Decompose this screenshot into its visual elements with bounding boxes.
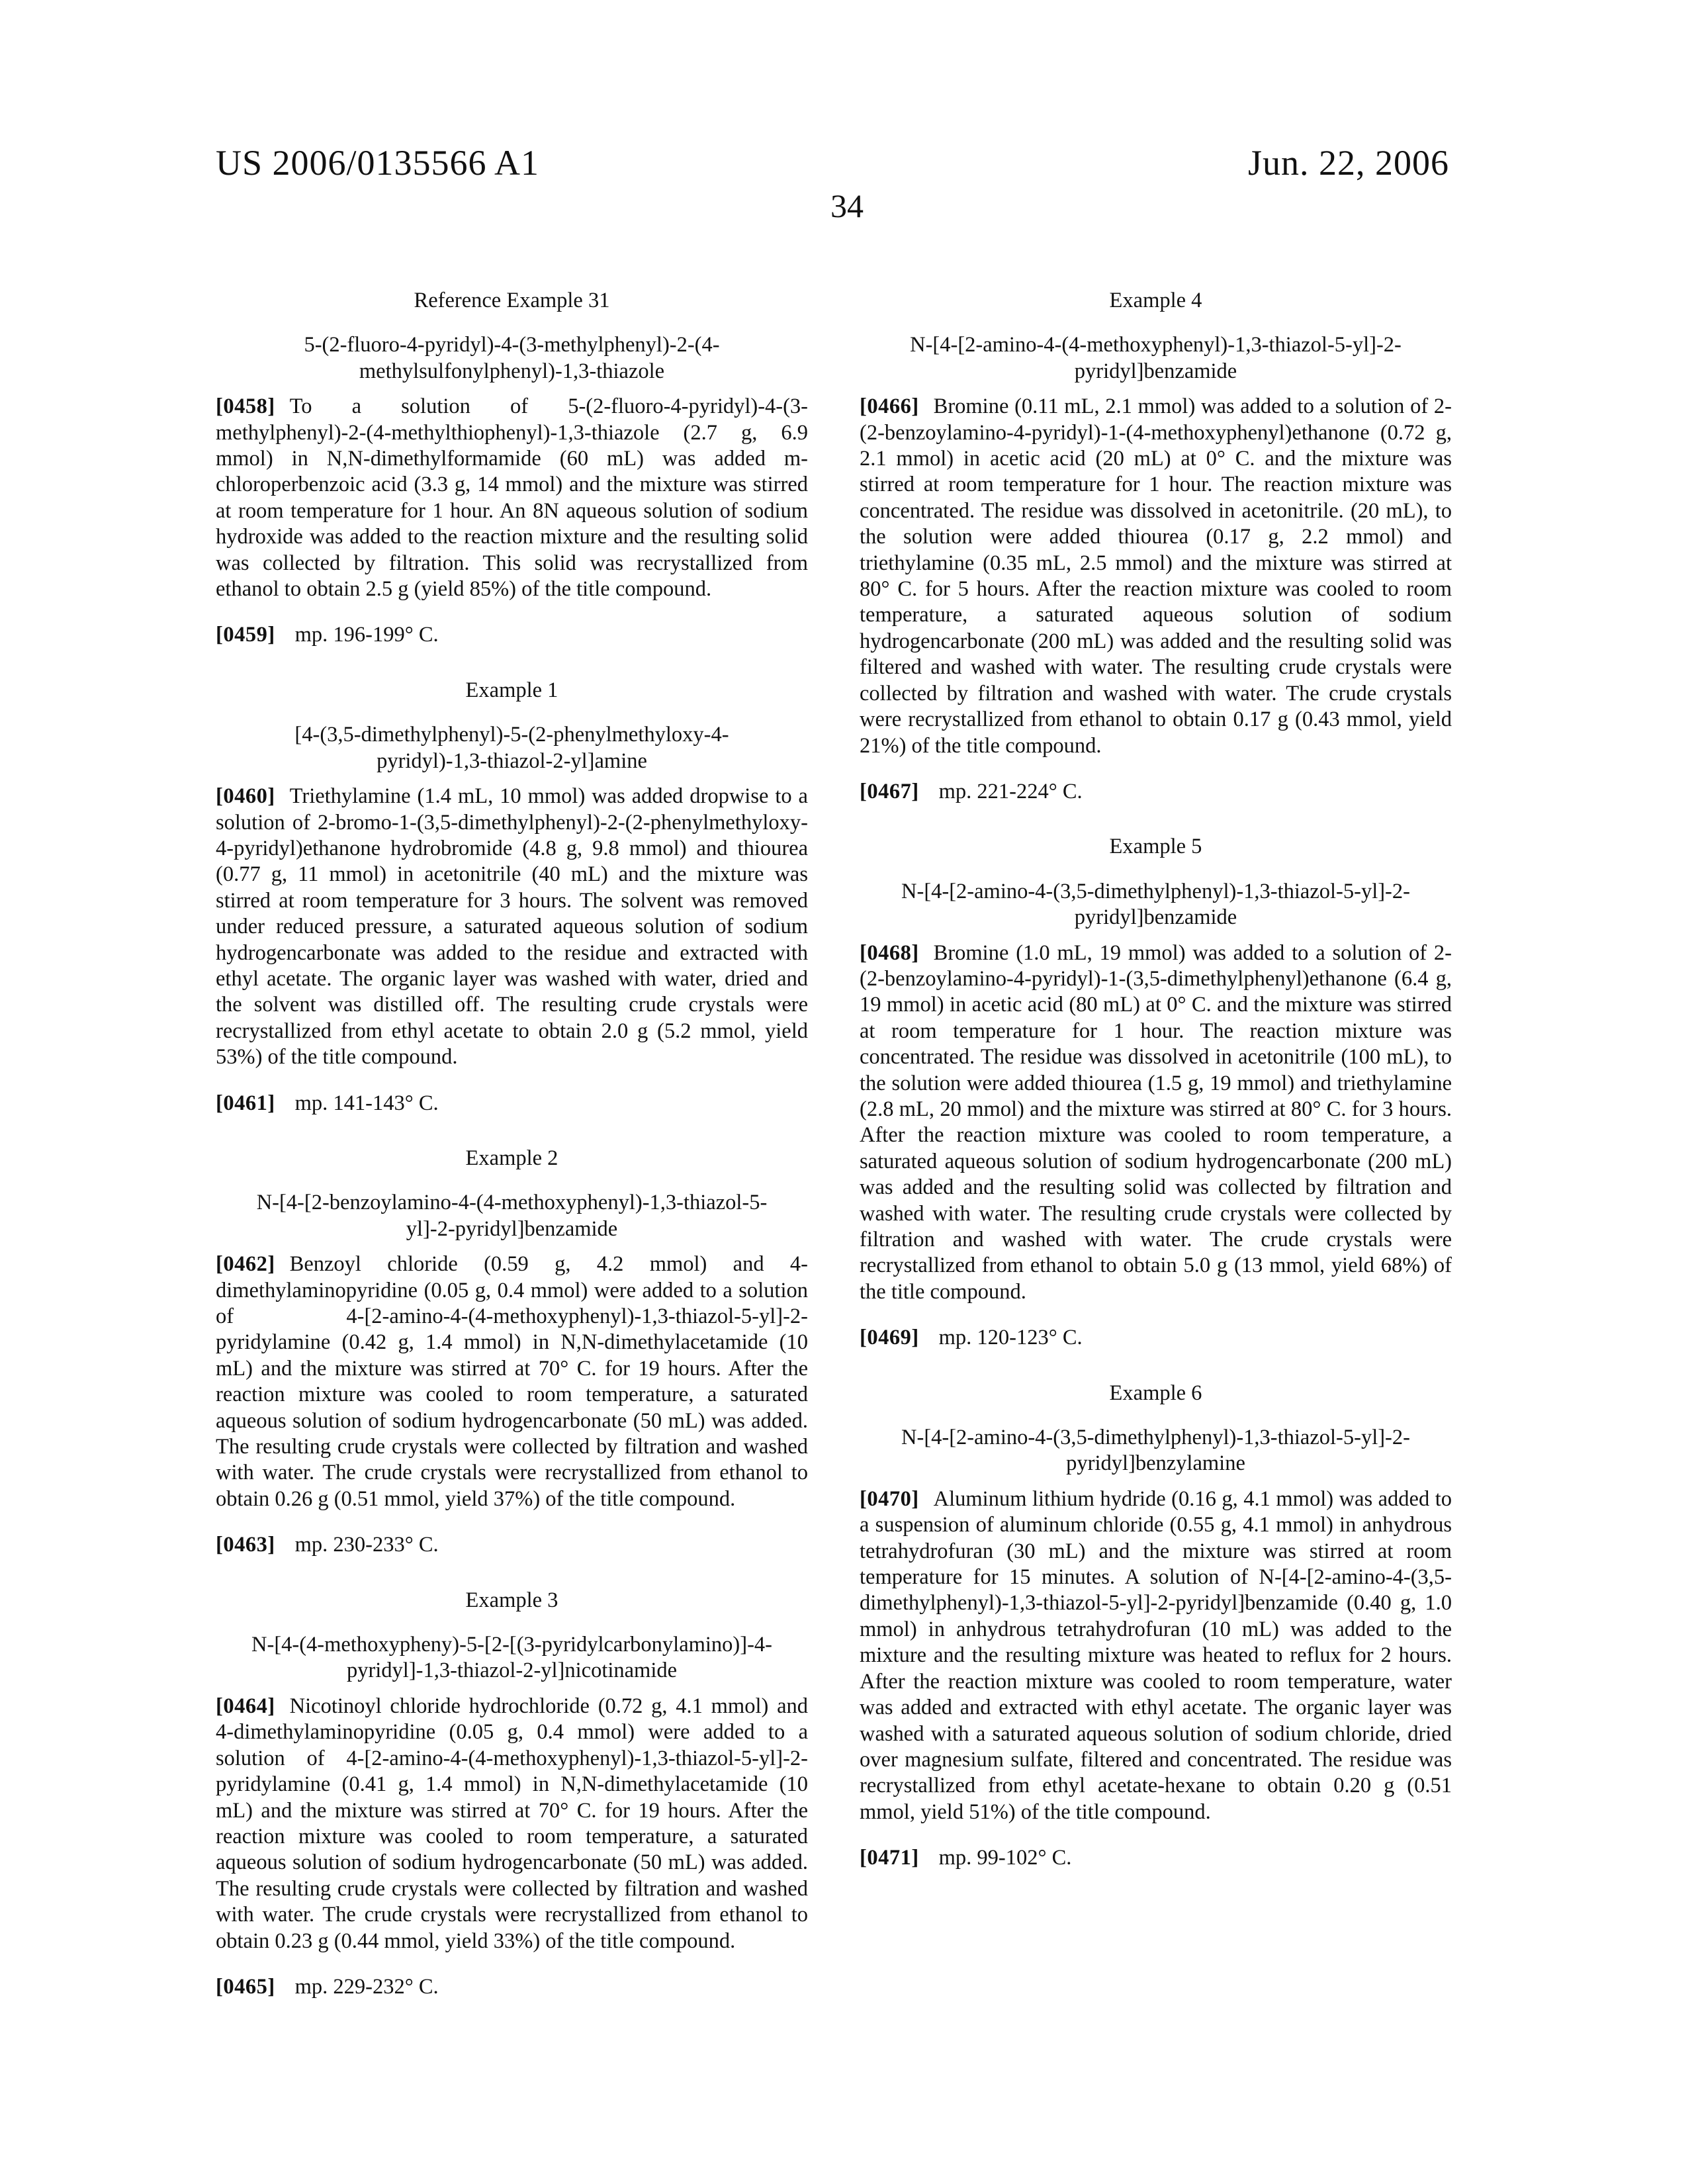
paragraph-0461 (216, 1091, 808, 1116)
publication-date: Jun. 22, 2006 (1248, 142, 1449, 183)
paragraph-text: To a solution of 5-(2-fluoro-4-pyridyl)-4-(3-methylphenyl)-2-(4-methylthiophenyl)-1,3-thiazole (2.7 g, 6.9 mmol) in N,N-dimethylformamide (60 mL) was added m-chloroperbenzoic acid (3.3 g, 14 mmol) and the mixture was stirred at room temperature for 1 hour. An 8N aqueous solution of sodium hydroxide was added to the reaction mixture and the resulting solid was collected by filtration. This solid was recrystallized from ethanol to obtain 2.5 g (yield 85%) of the title compound. (216, 394, 808, 601)
paragraph-tag: [0462] (216, 1252, 275, 1276)
section-heading: Reference Example 31 (216, 288, 808, 314)
section-heading: Example 6 (860, 1381, 1452, 1406)
reference-example-31 (216, 288, 808, 649)
page-number: 34 (0, 187, 1694, 225)
compound-name: N-[4-[2-amino-4-(4-methoxyphenyl)-1,3-thiazol-5-yl]-2-pyridyl]benzamide (860, 332, 1452, 385)
compound-name: N-[4-[2-amino-4-(3,5-dimethylphenyl)-1,3-thiazol-5-yl]-2-pyridyl]benzylamine (860, 1425, 1452, 1477)
paragraph-0460 (216, 784, 808, 1070)
paragraph-tag: [0464] (216, 1694, 275, 1718)
compound-name: N-[4-[2-amino-4-(3,5-dimethylphenyl)-1,3-thiazol-5-yl]-2-pyridyl]benzamide (860, 879, 1452, 931)
melting-point: mp. 196-199° C. (295, 623, 439, 647)
compound-name: [4-(3,5-dimethylphenyl)-5-(2-phenylmethyloxy-4-pyridyl)-1,3-thiazol-2-yl]amine (216, 722, 808, 774)
paragraph-tag: [0460] (216, 784, 275, 808)
paragraph-tag: [0459] (216, 623, 275, 647)
paragraph-0464 (216, 1694, 808, 1954)
paragraph-text: Aluminum lithium hydride (0.16 g, 4.1 mmol) was added to a suspension of aluminum chloride (0.55 g, 4.1 mmol) in anhydrous tetrahydrofuran (30 mL) and the mixture was stirred at room temperature for 15 minutes. A solution of N-[4-[2-amino-4-(3,5-dimethylphenyl)-1,3-thiazol-5-yl]-2-pyridyl]benzamide (0.40 g, 1.0 mmol) in anhydrous tetrahydrofuran (10 mL) was added to the mixture and the resulting mixture was heated to reflux for 2 hours. After the reaction mixture was cooled to room temperature, water was added and extracted with ethyl acetate. The organic layer was washed with a saturated aqueous solution of sodium chloride, dried over magnesium sulfate, filtered and concentrated. The residue was recrystallized from ethyl acetate-hexane to obtain 0.20 g (0.51 mmol, yield 51%) of the title compound. (860, 1487, 1452, 1824)
example-3 (216, 1588, 808, 2001)
melting-point: mp. 229-232° C. (295, 1975, 439, 1999)
paragraph-tag: [0465] (216, 1975, 275, 1999)
paragraph-0459 (216, 622, 808, 648)
paragraph-0458 (216, 394, 808, 602)
paragraph-0468 (860, 940, 1452, 1306)
paragraph-0466 (860, 394, 1452, 759)
publication-number: US 2006/0135566 A1 (216, 142, 539, 183)
paragraph-tag: [0469] (860, 1326, 919, 1349)
melting-point: mp. 120-123° C. (939, 1326, 1083, 1349)
melting-point: mp. 99-102° C. (939, 1846, 1072, 1870)
right-column (860, 288, 1452, 1901)
section-heading: Example 1 (216, 678, 808, 704)
melting-point: mp. 141-143° C. (295, 1091, 439, 1115)
melting-point: mp. 230-233° C. (295, 1533, 439, 1557)
section-heading: Example 4 (860, 288, 1452, 314)
paragraph-tag: [0471] (860, 1846, 919, 1870)
section-heading: Example 3 (216, 1588, 808, 1614)
paragraph-0463 (216, 1532, 808, 1558)
page-header (0, 0, 1694, 238)
example-4 (860, 288, 1452, 805)
compound-name: 5-(2-fluoro-4-pyridyl)-4-(3-methylphenyl)-2-(4-methylsulfonylphenyl)-1,3-thiazole (216, 332, 808, 385)
paragraph-tag: [0466] (860, 394, 919, 418)
example-2 (216, 1146, 808, 1559)
example-1 (216, 678, 808, 1116)
compound-name: N-[4-[2-benzoylamino-4-(4-methoxyphenyl)-1,3-thiazol-5-yl]-2-pyridyl]benzamide (216, 1190, 808, 1242)
paragraph-tag: [0468] (860, 941, 919, 965)
paragraph-text: Bromine (1.0 mL, 19 mmol) was added to a solution of 2-(2-benzoylamino-4-pyridyl)-1-(3,5-dimethylphenyl)ethanone (6.4 g, 19 mmol) in acetic acid (80 mL) at 0° C. and the mixture was stirred at room temperature for 1 hour. The reaction mixture was concentrated. The residue was dissolved in acetonitrile (100 mL), to the solution were added thiourea (1.5 g, 19 mmol) and triethylamine (2.8 mL, 20 mmol) and the mixture was stirred at 80° C. for 3 hours. After the reaction mixture was cooled to room temperature, a saturated aqueous solution of sodium hydrogencarbonate (200 mL) was added and the resulting solid was collected by filtration and washed with water. The resulting crude crystals were collected by filtration and washed with water. The crude crystals were recrystallized from ethanol to obtain 5.0 g (13 mmol, yield 68%) of the title compound. (860, 941, 1452, 1304)
melting-point: mp. 221-224° C. (939, 780, 1083, 803)
paragraph-0467 (860, 779, 1452, 805)
paragraph-text: Bromine (0.11 mL, 2.1 mmol) was added to a solution of 2-(2-benzoylamino-4-pyridyl)-1-(4-methoxyphenyl)ethanone (0.72 g, 2.1 mmol) in acetic acid (20 mL) at 0° C. and the mixture was stirred at room temperature for 1 hour. The reaction mixture was concentrated. The residue was dissolved in acetonitrile. (20 mL), to the solution were added thiourea (0.17 g, 2.2 mmol) and triethylamine (0.35 mL, 2.5 mmol) and the mixture was stirred at 80° C. for 5 hours. After the reaction mixture was cooled to room temperature, a saturated aqueous solution of sodium hydrogencarbonate (200 mL) was added and the resulting solid was filtered and washed with water. The resulting crude crystals were collected by filtration and washed with water. The crude crystals were recrystallized from ethanol to obtain 0.17 g (0.43 mmol, yield 21%) of the title compound. (860, 394, 1452, 757)
paragraph-text: Benzoyl chloride (0.59 g, 4.2 mmol) and 4-dimethylaminopyridine (0.05 g, 0.4 mmol) were added to a solution of 4-[2-amino-4-(4-methoxyphenyl)-1,3-thiazol-5-yl]-2-pyridylamine (0.42 g, 1.4 mmol) in N,N-dimethylacetamide (10 mL) and the mixture was stirred at 70° C. for 19 hours. After the reaction mixture was cooled to room temperature, a saturated aqueous solution of sodium hydrogencarbonate (50 mL) was added. The resulting crude crystals were collected by filtration and washed with water. The crude crystals were recrystallized from ethanol to obtain 0.26 g (0.51 mmol, yield 37%) of the title compound. (216, 1252, 808, 1511)
compound-name: N-[4-(4-methoxypheny)-5-[2-[(3-pyridylcarbonylamino)]-4-pyridyl]-1,3-thiazol-2-yl]nicotinamide (216, 1632, 808, 1684)
left-column (216, 288, 808, 2029)
paragraph-0470 (860, 1486, 1452, 1825)
section-heading: Example 2 (216, 1146, 808, 1171)
paragraph-text: Triethylamine (1.4 mL, 10 mmol) was added dropwise to a solution of 2-bromo-1-(3,5-dimethylphenyl)-2-(2-phenylmethyloxy-4-pyridyl)ethanone hydrobromide (4.8 g, 9.8 mmol) and thiourea (0.77 g, 11 mmol) in acetonitrile (40 mL) and the mixture was stirred at room temperature for 3 hours. The solvent was removed under reduced pressure, a saturated aqueous solution of sodium hydrogencarbonate was added to the residue and extracted with ethyl acetate. The organic layer was washed with water, dried and the solvent was distilled off. The resulting crude crystals were recrystallized from ethyl acetate to obtain 2.0 g (5.2 mmol, yield 53%) of the title compound. (216, 784, 808, 1069)
paragraph-tag: [0458] (216, 394, 275, 418)
paragraph-0469 (860, 1325, 1452, 1351)
paragraph-0465 (216, 1974, 808, 2000)
paragraph-tag: [0470] (860, 1487, 919, 1511)
paragraph-tag: [0461] (216, 1091, 275, 1115)
example-5 (860, 834, 1452, 1351)
paragraph-tag: [0467] (860, 780, 919, 803)
paragraph-text: Nicotinoyl chloride hydrochloride (0.72 g, 4.1 mmol) and 4-dimethylaminopyridine (0.05 g, 0.4 mmol) were added to a solution of 4-[2-amino-4-(4-methoxyphenyl)-1,3-thiazol-5-yl]-2-pyridylamine (0.41 g, 1.4 mmol) in N,N-dimethylacetamide (10 mL) and the mixture was stirred at 70° C. for 19 hours. After the reaction mixture was cooled to room temperature, a saturated aqueous solution of sodium hydrogencarbonate (50 mL) was added. The resulting crude crystals were collected by filtration and washed with water. The crude crystals were recrystallized from ethanol to obtain 0.23 g (0.44 mmol, yield 33%) of the title compound. (216, 1694, 808, 1953)
section-heading: Example 5 (860, 834, 1452, 860)
paragraph-tag: [0463] (216, 1533, 275, 1557)
example-6 (860, 1381, 1452, 1872)
paragraph-0471 (860, 1845, 1452, 1871)
paragraph-0462 (216, 1251, 808, 1512)
